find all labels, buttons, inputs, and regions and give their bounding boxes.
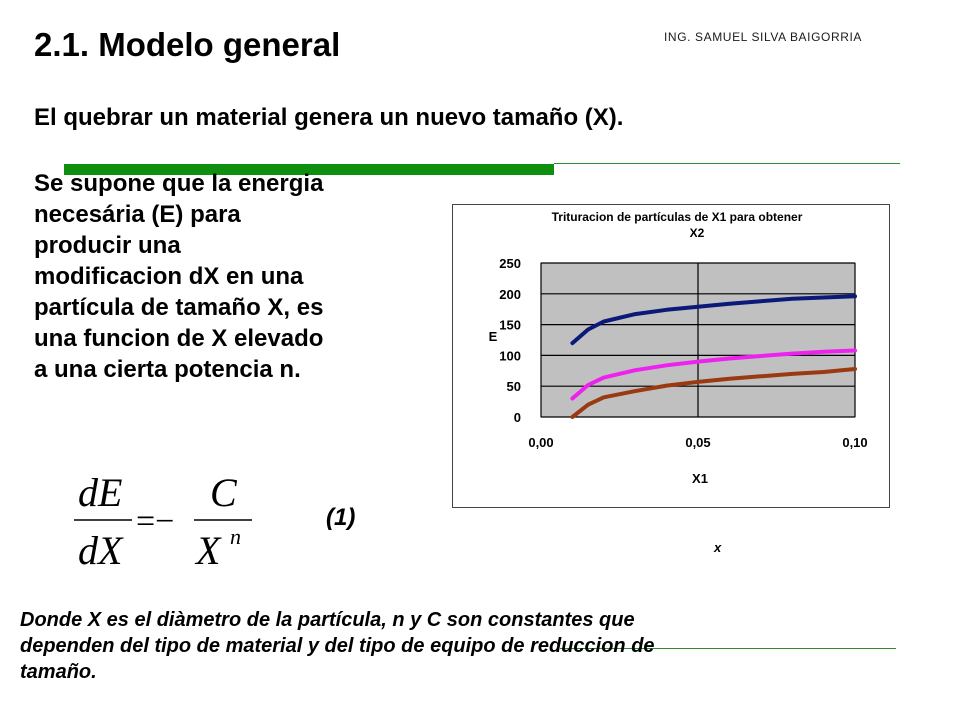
green-divider-thin [554, 163, 900, 164]
slide-subtitle: El quebrar un material genera un nuevo tamaño (X). [34, 104, 624, 131]
chart-title-line1: Trituracion de partículas de X1 para obtener [551, 210, 803, 224]
chart-caption: x [714, 540, 722, 555]
y-tick-label: 100 [499, 348, 521, 364]
body-line: a una cierta potencia n. [34, 356, 301, 383]
energy-equation [72, 468, 272, 578]
equation-dX: dX [78, 528, 123, 573]
footnote-line: Donde X es el diàmetro de la partícula, n y C son constantes que [20, 609, 635, 631]
body-line: producir una [34, 232, 181, 259]
equation-C: C [210, 470, 237, 515]
author-credit: ING. SAMUEL SILVA BAIGORRIA [664, 30, 863, 44]
y-tick-label: 250 [499, 256, 521, 271]
slide-title: 2.1. Modelo general [34, 26, 341, 63]
equation-label: (1) [326, 504, 356, 531]
body-line: una funcion de X elevado [34, 325, 324, 352]
body-line: necesária (E) para [34, 201, 241, 228]
y-tick-label: 150 [499, 317, 521, 333]
x-axis-label: X1 [692, 471, 708, 486]
footnote-line: dependen del tipo de material y del tipo de equipo de reduccion de [20, 635, 655, 657]
equation-exponent-n: n [230, 524, 241, 549]
equation-operator: =− [136, 503, 175, 540]
x-tick-label: 0,10 [842, 435, 868, 450]
body-paragraph [34, 168, 434, 385]
energy-chart [453, 205, 889, 507]
footnote [20, 607, 920, 685]
body-line: modificacion dX en una [34, 263, 304, 290]
body-line: Se supone que la energia [34, 170, 324, 197]
y-tick-label: 0 [513, 410, 521, 425]
x-tick-label: 0,05 [685, 435, 711, 450]
y-tick-label: 200 [499, 286, 521, 302]
equation-X: X [196, 528, 221, 573]
chart-title-line2: X2 [689, 226, 705, 240]
equation-dE: dE [78, 470, 123, 515]
body-line: partícula de tamaño X, es [34, 294, 324, 321]
y-tick-label: 50 [506, 379, 521, 395]
chart-frame [452, 204, 890, 508]
footnote-line: tamaño. [20, 661, 97, 683]
x-tick-label: 0,00 [528, 435, 554, 450]
y-axis-label: E [488, 329, 498, 344]
